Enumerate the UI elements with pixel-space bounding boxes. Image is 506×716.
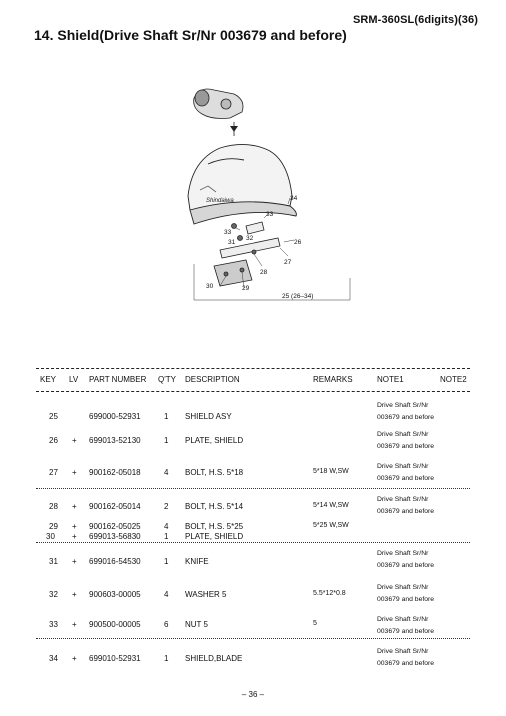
callout-33b: 33	[224, 229, 232, 236]
row-description: NUT 5	[185, 620, 208, 629]
row-part-number: 699016-54530	[89, 557, 141, 566]
col-key: KEY	[40, 375, 57, 384]
callout-27: 27	[284, 259, 292, 266]
row-qty: 1	[164, 412, 169, 421]
arrow-marker	[230, 126, 238, 132]
row-lv: +	[72, 468, 77, 477]
exploded-parts-diagram	[150, 78, 360, 308]
row-part-number: 900603-00005	[89, 590, 141, 599]
callout-26: 26	[294, 239, 302, 246]
row-part-number: 900162-05014	[89, 502, 141, 511]
row-lv: +	[72, 436, 77, 445]
row-note1: Drive Shaft Sr/Nr 003679 and before	[377, 496, 435, 515]
col-remarks: REMARKS	[313, 375, 353, 384]
row-description: PLATE, SHIELD	[185, 436, 244, 445]
row-qty: 6	[164, 620, 169, 629]
row-part-number: 699000-52931	[89, 412, 141, 421]
row-divider	[36, 542, 470, 543]
row-description: BOLT, H.S. 5*25	[185, 522, 244, 531]
row-note1: Drive Shaft Sr/Nr 003679 and before	[377, 550, 435, 569]
row-qty: 4	[164, 522, 169, 531]
row-key: 27	[49, 468, 58, 477]
callout-25: 25 (26–34)	[282, 293, 314, 300]
row-lv: +	[72, 557, 77, 566]
shield-logo-mark: Shindaiwa	[206, 198, 234, 204]
row-key: 31	[49, 557, 58, 566]
row-remarks: 5*25 W,SW	[313, 522, 349, 529]
col-description: DESCRIPTION	[185, 375, 240, 384]
page-title: 14. Shield(Drive Shaft Sr/Nr 003679 and before)	[34, 27, 347, 43]
callout-29: 29	[242, 285, 250, 292]
row-note1: Drive Shaft Sr/Nr 003679 and before	[377, 648, 435, 667]
row-lv: +	[72, 502, 77, 511]
row-key: 33	[49, 620, 58, 629]
row-key: 30	[46, 532, 55, 541]
header-top-rule	[36, 368, 470, 369]
row-part-number: 699010-52931	[89, 654, 141, 663]
callout-32: 32	[246, 235, 254, 242]
row-qty: 1	[164, 557, 169, 566]
col-part-number: PART NUMBER	[89, 375, 147, 384]
row-qty: 4	[164, 468, 169, 477]
row-lv: +	[72, 590, 77, 599]
row-description: SHIELD,BLADE	[185, 654, 243, 663]
row-key: 25	[49, 412, 58, 421]
row-note1: Drive Shaft Sr/Nr 003679 and before	[377, 463, 435, 482]
row-note1: Drive Shaft Sr/Nr 003679 and before	[377, 431, 435, 450]
gearcase-drawing	[194, 89, 243, 119]
row-key: 28	[49, 502, 58, 511]
callout-28: 28	[260, 269, 268, 276]
col-note1: NOTE1	[377, 375, 404, 384]
row-note1: Drive Shaft Sr/Nr 003679 and before	[377, 584, 435, 603]
row-description: BOLT, H.S. 5*14	[185, 502, 244, 511]
row-key: 34	[49, 654, 58, 663]
row-lv: +	[72, 532, 77, 541]
col-note2: NOTE2	[440, 375, 467, 384]
row-key: 29	[49, 522, 58, 531]
row-key: 26	[49, 436, 58, 445]
row-description: KNIFE	[185, 557, 209, 566]
row-divider	[36, 638, 470, 639]
table-header	[0, 375, 506, 387]
row-remarks: 5.5*12*0.8	[313, 590, 346, 597]
row-lv: +	[72, 654, 77, 663]
col-qty: Q'TY	[158, 375, 176, 384]
row-remarks: 5	[313, 620, 317, 627]
row-lv: +	[72, 522, 77, 531]
row-part-number: 699013-52130	[89, 436, 141, 445]
row-key: 32	[49, 590, 58, 599]
row-divider	[36, 488, 470, 489]
row-description: WASHER 5	[185, 590, 227, 599]
row-part-number: 900162-05018	[89, 468, 141, 477]
callout-34: 34	[290, 195, 298, 202]
callout-31: 31	[228, 239, 236, 246]
row-qty: 1	[164, 654, 169, 663]
row-qty: 4	[164, 590, 169, 599]
row-note1: Drive Shaft Sr/Nr 003679 and before	[377, 402, 435, 421]
row-qty: 1	[164, 436, 169, 445]
row-part-number: 900162-05025	[89, 522, 141, 531]
page-number: – 36 –	[241, 690, 265, 699]
row-description: SHIELD ASY	[185, 412, 232, 421]
model-header: SRM-360SL(6digits)(36)	[352, 14, 478, 26]
shield-drawing	[188, 144, 296, 224]
col-lv: LV	[69, 375, 79, 384]
row-remarks: 5*18 W,SW	[313, 468, 349, 475]
row-lv: +	[72, 620, 77, 629]
row-note1: Drive Shaft Sr/Nr 003679 and before	[377, 616, 435, 635]
row-remarks: 5*14 W,SW	[313, 502, 349, 509]
header-bottom-rule	[36, 391, 470, 392]
row-part-number: 900500-00005	[89, 620, 141, 629]
row-description: PLATE, SHIELD	[185, 532, 244, 541]
row-description: BOLT, H.S. 5*18	[185, 468, 244, 477]
row-qty: 1	[164, 532, 169, 541]
row-qty: 2	[164, 502, 169, 511]
callout-30: 30	[206, 283, 214, 290]
row-part-number: 699013-56830	[89, 532, 141, 541]
callout-33a: 33	[266, 211, 274, 218]
